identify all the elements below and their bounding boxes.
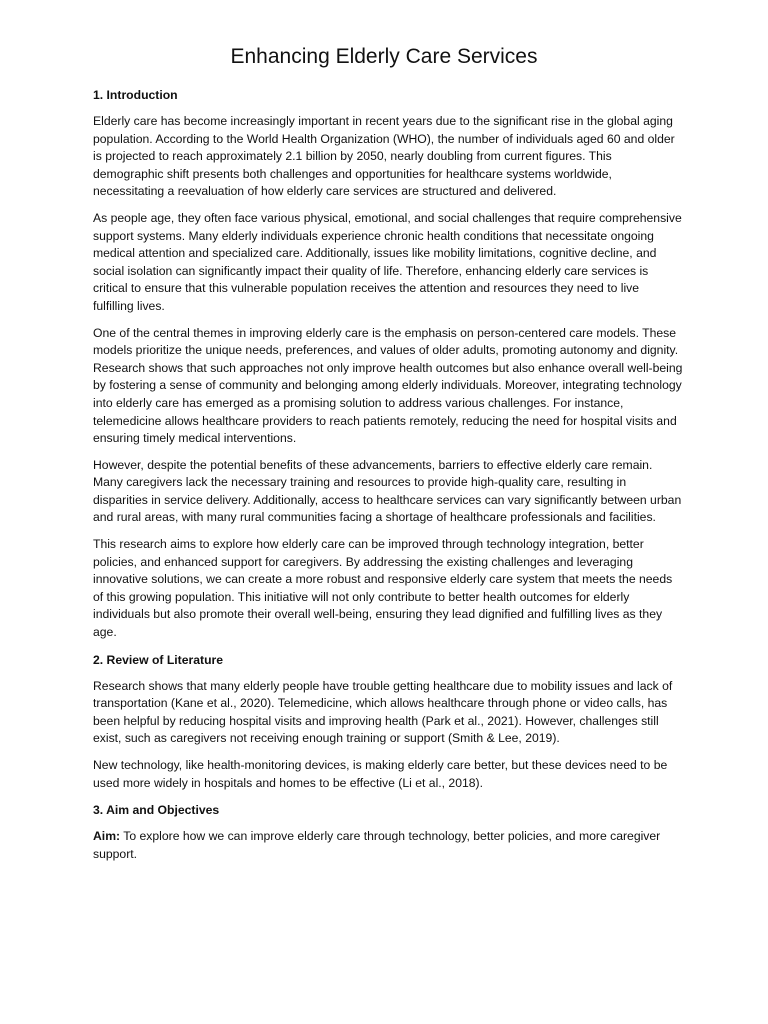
paragraph: One of the central themes in improving elderly care is the emphasis on person-centered care models. These models prioritize the unique needs, preferences, and values of older adults, promoting autonomy and dignity. Research shows that such approaches not only improve health outcomes but also enhance overall well-being by fostering a sense of community and belonging among elderly individuals. Moreover, integrating technology into elderly care has emerged as a promising solution to address various challenges. For instance, telemedicine allows healthcare providers to reach patients remotely, reducing the need for hospital visits and ensuring timely medical interventions. [93,325,683,446]
paragraph: Elderly care has become increasingly important in recent years due to the significant rise in the global aging population. According to the World Health Organization (WHO), the number of individuals aged 60 and older is projected to reach approximately 2.1 billion by 2050, nearly doubling from current figures. This demographic shift presents both challenges and opportunities for healthcare systems worldwide, necessitating a reevaluation of how elderly care services are structured and delivered. [93,114,675,199]
paragraph: This research aims to explore how elderly care can be improved through technology integration, better policies, and enhanced support for caregivers. By addressing the existing challenges and leveraging innovative solutions, we can create a more robust and responsive elderly care system that meets the needs of this growing population. This initiative will not only contribute to better health outcomes for elderly individuals but also promote their overall well-being, ensuring they lead dignified and fulfilling lives as they age. [93,537,673,640]
aim-text: To explore how we can improve elderly care through technology, better policies, and more caregiver support. [93,829,661,861]
section-heading-review-of-literature: 2. Review of Literature [93,652,224,667]
section-heading-introduction: 1. Introduction [93,88,178,102]
document-body [93,86,683,872]
paragraph: Research shows that many elderly people have trouble getting healthcare due to mobility issues and lack of transportation (Kane et al., 2020). Telemedicine, which allows healthcare through phone or video calls, has been helpful by reducing hospital visits and improving health (Park et al., 2021). However, challenges still exist, such as caregivers not receiving enough training or support (Smith & Lee, 2019). [93,678,673,746]
document-title: Enhancing Elderly Care Services [230,45,538,68]
section-heading-aim-and-objectives: 3. Aim and Objectives [93,803,220,818]
paragraph: As people age, they often face various physical, emotional, and social challenges that require comprehensive support systems. Many elderly individuals experience chronic health conditions that necessitate ongoing medical attention and specialized care. Additionally, issues like mobility limitations, cognitive decline, and social isolation can significantly impact their quality of life. Therefore, enhancing elderly care services is critical to ensure that this vulnerable population receives the attention and resources they need to live fulfilling lives. [93,210,682,313]
aim-label: Aim: [93,829,121,844]
aim-paragraph [93,828,683,863]
paragraph: New technology, like health-monitoring devices, is making elderly care better, but these devices need to be used more widely in hospitals and homes to be effective (Li et al., 2018). [93,758,668,790]
paragraph: However, despite the potential benefits of these advancements, barriers to effective elderly care remain. Many caregivers lack the necessary training and resources to provide high-quality care, resulting in disparities in service delivery. Additionally, access to healthcare services can vary significantly between urban and rural areas, with many rural communities facing a shortage of healthcare professionals and facilities. [93,457,682,525]
